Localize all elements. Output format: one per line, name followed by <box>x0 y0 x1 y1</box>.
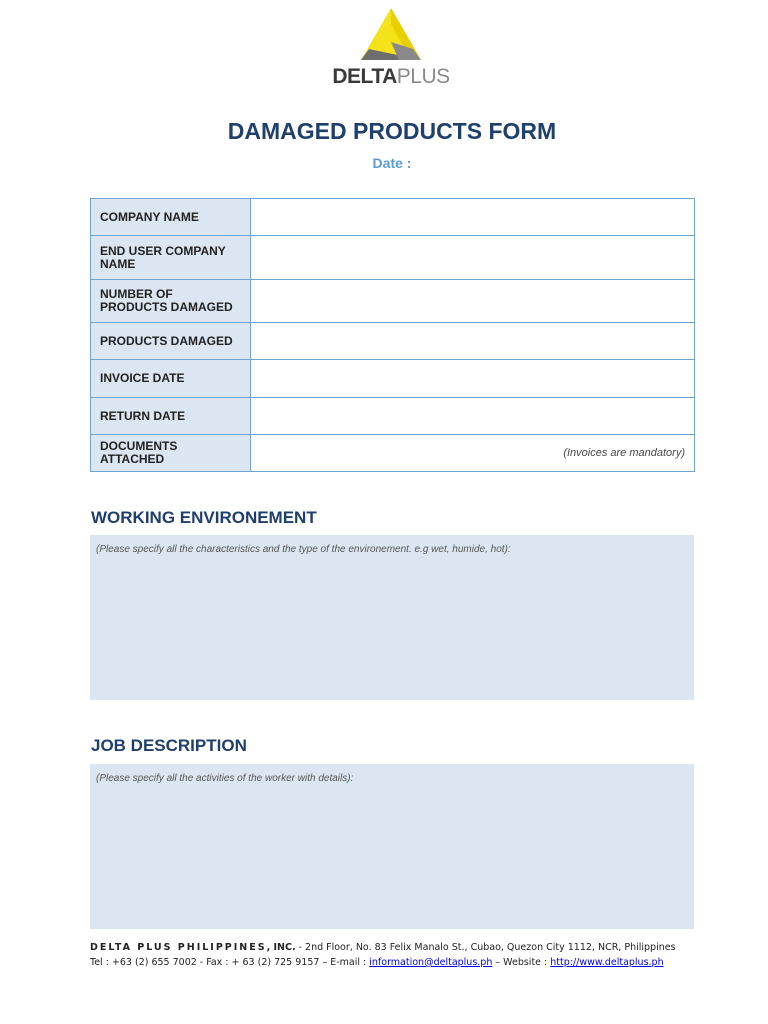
table-row <box>91 435 695 472</box>
delta-plus-logo <box>303 4 479 90</box>
logo-wordmark-part1: DELTA <box>332 65 397 88</box>
logo-wordmark <box>303 65 479 89</box>
working-environment-title: WORKING ENVIRONEMENT <box>91 508 317 527</box>
table-row <box>91 398 695 435</box>
website-link[interactable]: http://www.deltaplus.ph <box>550 957 664 968</box>
date-label: Date : <box>372 155 412 171</box>
working-environment-box[interactable] <box>90 535 694 700</box>
table-row <box>91 280 695 323</box>
footer-phone: Tel : +63 (2) 655 7002 - Fax : + 63 (2) 725 9157 – E-mail : <box>90 957 370 968</box>
company-name-label: COMPANY NAME <box>91 199 251 236</box>
documents-attached-field[interactable]: (Invoices are mandatory) <box>251 435 695 472</box>
job-description-hint: (Please specify all the activities of the worker with details): <box>96 773 354 784</box>
footer-contact-line <box>90 955 710 970</box>
invoice-date-field[interactable] <box>251 360 695 398</box>
invoice-date-label: INVOICE DATE <box>91 360 251 398</box>
documents-attached-label: DOCUMENTS ATTACHED <box>91 435 251 472</box>
table-row <box>91 236 695 280</box>
end-user-company-field[interactable] <box>251 236 695 280</box>
logo-wordmark-part2: PLUS <box>396 65 450 88</box>
products-damaged-label: PRODUCTS DAMAGED <box>91 323 251 360</box>
table-row <box>91 360 695 398</box>
working-environment-hint: (Please specify all the characteristics and the type of the environement. e.g wet, humide, hot): <box>96 544 511 555</box>
products-damaged-field[interactable] <box>251 323 695 360</box>
form-title: DAMAGED PRODUCTS FORM <box>227 118 557 144</box>
footer-website-label: – Website : <box>492 957 551 968</box>
info-table <box>90 198 695 472</box>
job-description-box[interactable] <box>90 764 694 929</box>
job-description-title: JOB DESCRIPTION <box>91 736 247 755</box>
triangle-logo-icon <box>303 4 479 66</box>
company-name-field[interactable] <box>251 199 695 236</box>
footer-address-line <box>90 940 710 955</box>
footer <box>90 940 710 970</box>
footer-address: - 2nd Floor, No. 83 Felix Manalo St., Cubao, Quezon City 1112, NCR, Philippines <box>295 942 676 953</box>
footer-company: DELTA PLUS PHILIPPINES <box>90 942 267 953</box>
end-user-company-label: END USER COMPANY NAME <box>91 236 251 280</box>
table-row <box>91 323 695 360</box>
footer-inc: , INC. <box>266 942 296 953</box>
return-date-label: RETURN DATE <box>91 398 251 435</box>
number-damaged-field[interactable] <box>251 280 695 323</box>
email-link[interactable]: information@deltaplus.ph <box>369 957 493 968</box>
number-damaged-label: NUMBER OF PRODUCTS DAMAGED <box>91 280 251 323</box>
table-row <box>91 199 695 236</box>
return-date-field[interactable] <box>251 398 695 435</box>
